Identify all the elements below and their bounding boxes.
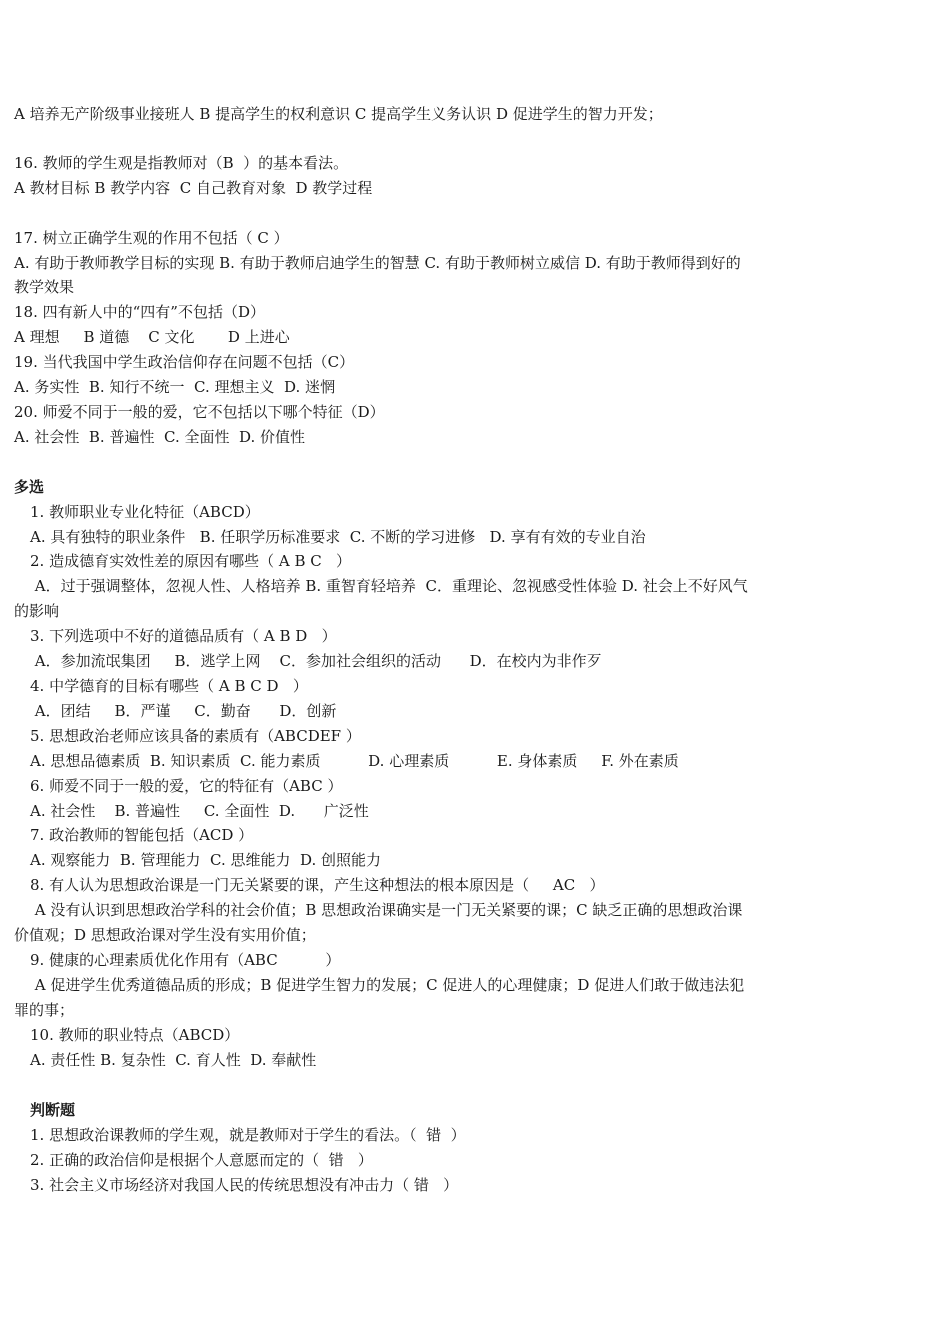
q20-options: A. 社会性 B. 普遍性 C. 全面性 D. 价值性 [14, 428, 306, 446]
mc-q4-stem: 4. 中学德育的目标有哪些（ A B C D ） [30, 677, 308, 695]
mc-q10-options: A. 责任性 B. 复杂性 C. 育人性 D. 奉献性 [30, 1051, 317, 1069]
mc-q7-stem: 7. 政治教师的智能包括（ACD ） [30, 826, 254, 844]
q17-options-line1: A. 有助于教师教学目标的实现 B. 有助于教师启迪学生的智慧 C. 有助于教师树立威信 D. 有助于教师得到好的 [14, 254, 741, 272]
mc-q4-options: A．团结 B．严谨 C．勤奋 D．创新 [30, 702, 337, 720]
q17-options-line2: 教学效果 [14, 278, 75, 296]
tf-q2: 2. 正确的政治信仰是根据个人意愿而定的（ 错 ） [30, 1151, 373, 1169]
mc-q9-options-line1: A 促进学生优秀道德品质的形成；B 促进学生智力的发展；C 促进人的心理健康；D 促进人们敢于做违法犯 [30, 976, 745, 994]
mc-q3-options: A．参加流氓集团 B．逃学上网 C．参加社会组织的活动 D．在校内为非作歹 [30, 652, 602, 670]
mc-q9-options-line2: 罪的事； [14, 1001, 75, 1019]
mc-q1-options: A. 具有独特的职业条件 B. 任职学历标准要求 C. 不断的学习进修 D. 享有有效的专业自治 [30, 528, 646, 546]
mc-q3-stem: 3. 下列选项中不好的道德品质有（ A B D ） [30, 627, 337, 645]
q17-stem: 17. 树立正确学生观的作用不包括（ C ） [14, 229, 289, 247]
mc-q2-options-line1: A．过于强调整体，忽视人性、人格培养 B. 重智育轻培养 C．重理论、忽视感受性体验 D. 社会上不好风气 [30, 577, 748, 595]
q15-options: A 培养无产阶级事业接班人 B 提高学生的权利意识 C 提高学生义务认识 D 促进学生的智力开发； [14, 105, 663, 123]
mc-q7-options: A. 观察能力 B. 管理能力 C. 思维能力 D. 创照能力 [30, 851, 382, 869]
q19-stem: 19. 当代我国中学生政治信仰存在问题不包括（C） [14, 353, 355, 371]
mc-q1-stem: 1. 教师职业专业化特征（ABCD） [30, 503, 260, 521]
mc-q6-options: A. 社会性 B. 普遍性 C. 全面性 D. 广泛性 [30, 802, 369, 820]
q20-stem: 20. 师爱不同于一般的爱，它不包括以下哪个特征（D） [14, 403, 385, 421]
mc-q8-options-line1: A 没有认识到思想政治学科的社会价值；B 思想政治课确实是一门无关紧要的课；C 缺乏正确的思想政治课 [30, 901, 743, 919]
mc-q10-stem: 10. 教师的职业特点（ABCD） [30, 1026, 240, 1044]
mc-q5-stem: 5. 思想政治老师应该具备的素质有（ABCDEF ） [30, 727, 361, 745]
q16-options: A 教材目标 B 教学内容 C 自己教育对象 D 教学过程 [14, 179, 373, 197]
mc-q2-stem: 2. 造成德育实效性差的原因有哪些（ A B C ） [30, 552, 352, 570]
q18-options: A 理想 B 道德 C 文化 D 上进心 [14, 328, 290, 346]
mc-q9-stem: 9. 健康的心理素质优化作用有（ABC ） [30, 951, 341, 969]
mc-q8-stem: 8. 有人认为思想政治课是一门无关紧要的课，产生这种想法的根本原因是（ AC ） [30, 876, 605, 894]
q16-stem: 16. 教师的学生观是指教师对（B ）的基本看法。 [14, 154, 349, 172]
q18-stem: 18. 四有新人中的“四有”不包括（D） [14, 303, 265, 321]
mc-q8-options-line2: 价值观；D 思想政治课对学生没有实用价值； [14, 926, 316, 944]
mc-q5-options: A. 思想品德素质 B. 知识素质 C. 能力素质 D. 心理素质 E. 身体素质 F. 外在素质 [30, 752, 679, 770]
true-false-heading: 判断题 [30, 1101, 76, 1119]
mc-q2-options-line2: 的影响 [14, 602, 60, 620]
mc-q6-stem: 6. 师爱不同于一般的爱，它的特征有（ABC ） [30, 777, 343, 795]
tf-q1: 1. 思想政治课教师的学生观，就是教师对于学生的看法。（ 错 ） [30, 1126, 466, 1144]
q19-options: A. 务实性 B. 知行不统一 C. 理想主义 D. 迷惘 [14, 378, 336, 396]
multi-choice-heading: 多选 [14, 478, 45, 496]
tf-q3: 3. 社会主义市场经济对我国人民的传统思想没有冲击力（ 错 ） [30, 1176, 459, 1194]
